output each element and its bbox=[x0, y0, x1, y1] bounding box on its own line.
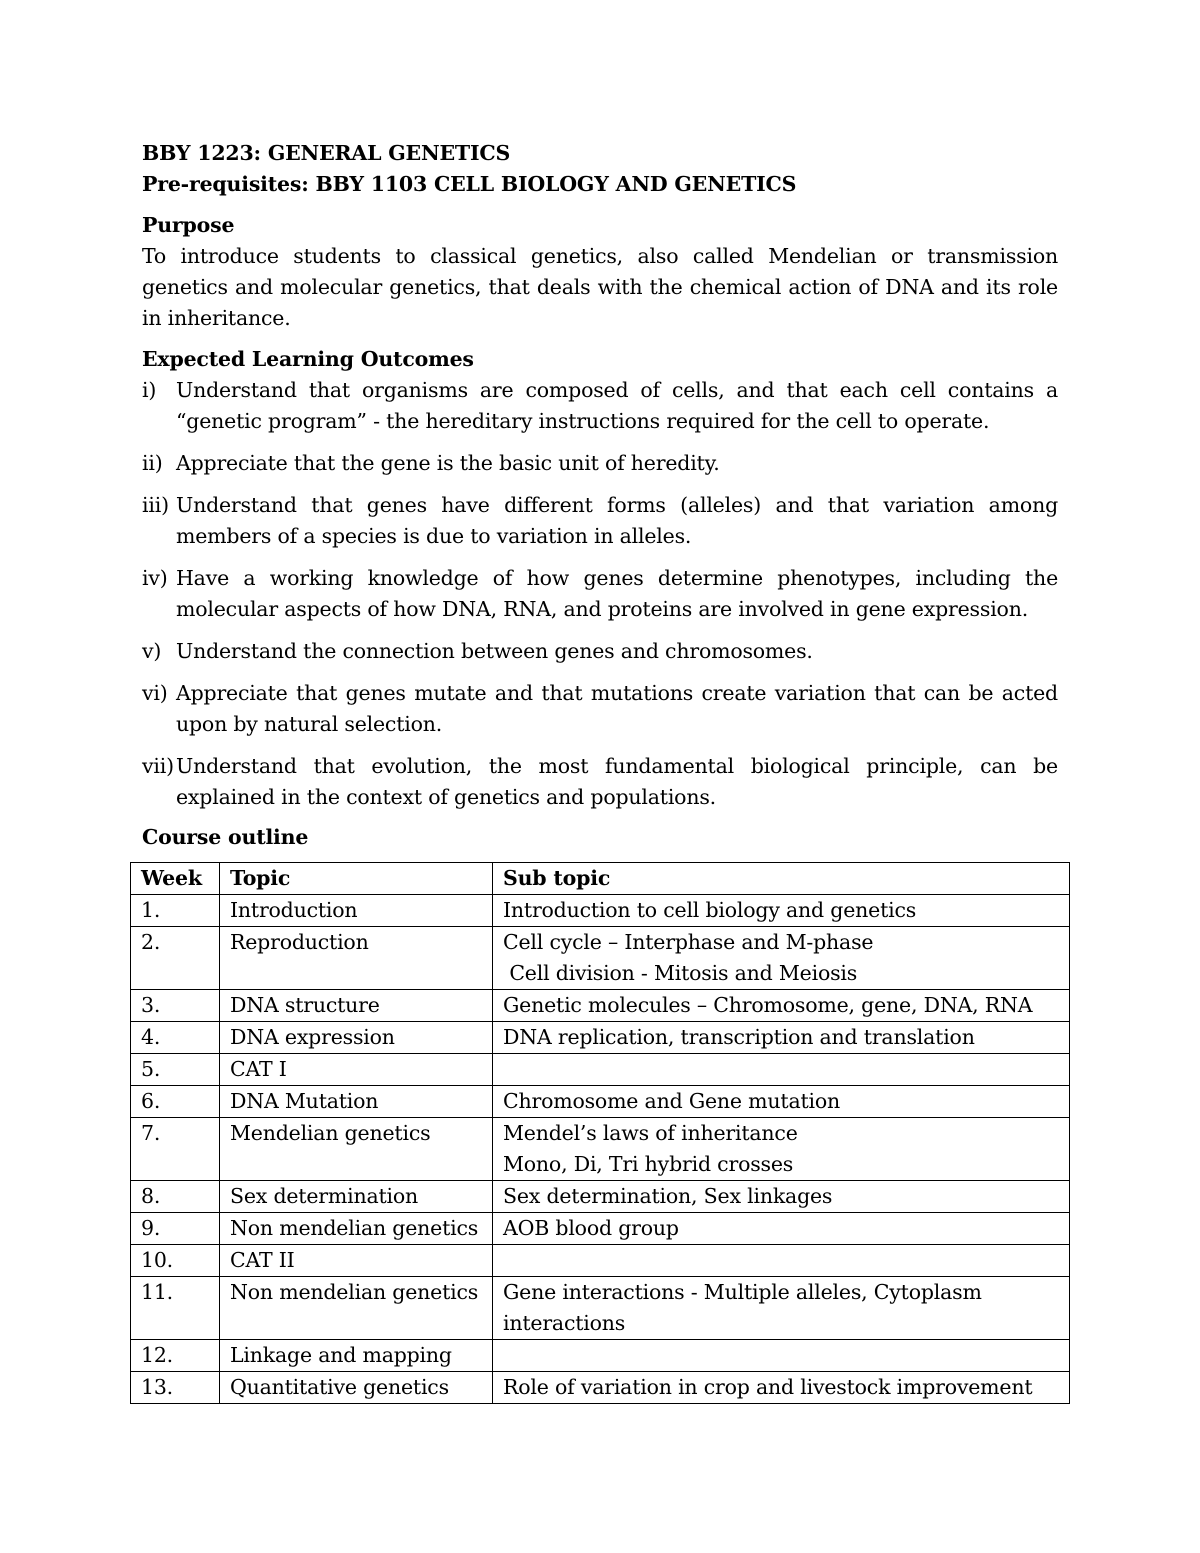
header-topic: Topic bbox=[220, 863, 493, 895]
header-week: Week bbox=[131, 863, 220, 895]
topic-cell: Sex determination bbox=[220, 1181, 493, 1213]
outcome-number: iv) bbox=[142, 566, 168, 590]
subtopic-cell bbox=[493, 1118, 1070, 1181]
week-cell: 7. bbox=[131, 1118, 220, 1181]
table-row bbox=[131, 1118, 1070, 1181]
week-cell: 8. bbox=[131, 1181, 220, 1213]
subtopic-cell bbox=[493, 1245, 1070, 1277]
topic-cell: Reproduction bbox=[220, 927, 493, 990]
subtopic-line: Introduction to cell biology and genetics bbox=[503, 898, 917, 922]
subtopic-line: Genetic molecules – Chromosome, gene, DNA, RNA bbox=[503, 993, 1033, 1017]
outcome-number: iii) bbox=[142, 493, 169, 517]
topic-cell: Introduction bbox=[220, 895, 493, 927]
table-row bbox=[131, 1245, 1070, 1277]
outcome-number: vii) bbox=[142, 754, 174, 778]
outcome-text: Understand that evolution, the most fundamental biological principle, can be explained in the context of genetics and populations. bbox=[176, 754, 1058, 809]
list-item bbox=[142, 490, 1058, 552]
subtopic-cell bbox=[493, 1181, 1070, 1213]
outcome-text: Appreciate that genes mutate and that mutations create variation that can be acted upon by natural selection. bbox=[176, 681, 1058, 736]
subtopic-cell bbox=[493, 1372, 1070, 1404]
subtopic-line: interactions bbox=[503, 1311, 626, 1335]
subtopic-line: AOB blood group bbox=[503, 1216, 679, 1240]
subtopic-cell bbox=[493, 1086, 1070, 1118]
table-row bbox=[131, 1181, 1070, 1213]
outcome-number: v) bbox=[142, 639, 162, 663]
list-item bbox=[142, 636, 1058, 667]
list-item bbox=[142, 448, 1058, 479]
course-outline-table bbox=[130, 862, 1070, 1404]
week-cell: 3. bbox=[131, 990, 220, 1022]
list-item bbox=[142, 678, 1058, 740]
subtopic-cell bbox=[493, 990, 1070, 1022]
week-cell: 4. bbox=[131, 1022, 220, 1054]
outcomes-list bbox=[142, 375, 1058, 813]
topic-cell: DNA Mutation bbox=[220, 1086, 493, 1118]
week-cell: 12. bbox=[131, 1340, 220, 1372]
list-item bbox=[142, 751, 1058, 813]
week-cell: 2. bbox=[131, 927, 220, 990]
subtopic-line: Cell division - Mitosis and Meiosis bbox=[503, 961, 858, 985]
prerequisites: Pre-requisites: BBY 1103 CELL BIOLOGY AND GENETICS bbox=[142, 172, 797, 196]
purpose-heading: Purpose bbox=[142, 213, 235, 237]
outcome-number: ii) bbox=[142, 451, 163, 475]
subtopic-line: Chromosome and Gene mutation bbox=[503, 1089, 841, 1113]
topic-cell: Non mendelian genetics bbox=[220, 1277, 493, 1340]
subtopic-line: DNA replication, transcription and translation bbox=[503, 1025, 975, 1049]
table-row bbox=[131, 895, 1070, 927]
week-cell: 13. bbox=[131, 1372, 220, 1404]
subtopic-line: Mono, Di, Tri hybrid crosses bbox=[503, 1152, 794, 1176]
subtopic-line: Role of variation in crop and livestock improvement bbox=[503, 1375, 1033, 1399]
table-row bbox=[131, 1022, 1070, 1054]
purpose-text: To introduce students to classical genetics, also called Mendelian or transmission genetics and molecular genetics, that deals with the chemical action of DNA and its role in inheritance. bbox=[142, 244, 1058, 330]
topic-cell: DNA expression bbox=[220, 1022, 493, 1054]
outcome-text: Appreciate that the gene is the basic unit of heredity. bbox=[176, 451, 720, 475]
subtopic-line: Gene interactions - Multiple alleles, Cytoplasm bbox=[503, 1280, 982, 1304]
table-row bbox=[131, 1372, 1070, 1404]
subtopic-cell bbox=[493, 895, 1070, 927]
week-cell: 6. bbox=[131, 1086, 220, 1118]
subtopic-line: Cell cycle – Interphase and M-phase bbox=[503, 930, 874, 954]
outcome-text: Understand that organisms are composed of cells, and that each cell contains a “genetic program” - the hereditary instructions required for the cell to operate. bbox=[176, 378, 1058, 433]
outline-heading: Course outline bbox=[142, 825, 309, 849]
topic-cell: Non mendelian genetics bbox=[220, 1213, 493, 1245]
week-cell: 1. bbox=[131, 895, 220, 927]
table-header-row bbox=[131, 863, 1070, 895]
week-cell: 10. bbox=[131, 1245, 220, 1277]
week-cell: 5. bbox=[131, 1054, 220, 1086]
subtopic-cell bbox=[493, 1022, 1070, 1054]
header-subtopic: Sub topic bbox=[493, 863, 1070, 895]
topic-cell-assessment: CAT II bbox=[220, 1245, 493, 1277]
table-row bbox=[131, 927, 1070, 990]
table-row bbox=[131, 1340, 1070, 1372]
table-row bbox=[131, 1086, 1070, 1118]
document-page bbox=[142, 138, 1058, 853]
week-cell: 9. bbox=[131, 1213, 220, 1245]
subtopic-line: Sex determination, Sex linkages bbox=[503, 1184, 833, 1208]
list-item bbox=[142, 375, 1058, 437]
topic-cell: Linkage and mapping bbox=[220, 1340, 493, 1372]
table-row bbox=[131, 1054, 1070, 1086]
subtopic-cell bbox=[493, 1054, 1070, 1086]
subtopic-cell bbox=[493, 927, 1070, 990]
outcomes-heading: Expected Learning Outcomes bbox=[142, 347, 474, 371]
subtopic-cell bbox=[493, 1340, 1070, 1372]
outcome-number: i) bbox=[142, 378, 157, 402]
subtopic-cell bbox=[493, 1277, 1070, 1340]
subtopic-cell bbox=[493, 1213, 1070, 1245]
subtopic-line: Mendel’s laws of inheritance bbox=[503, 1121, 798, 1145]
topic-cell: Mendelian genetics bbox=[220, 1118, 493, 1181]
topic-cell: DNA structure bbox=[220, 990, 493, 1022]
outcome-number: vi) bbox=[142, 681, 168, 705]
table-row bbox=[131, 1213, 1070, 1245]
table-row bbox=[131, 1277, 1070, 1340]
outcome-text: Have a working knowledge of how genes determine phenotypes, including the molecular aspects of how DNA, RNA, and proteins are involved in gene expression. bbox=[176, 566, 1058, 621]
list-item bbox=[142, 563, 1058, 625]
topic-cell-assessment: CAT I bbox=[220, 1054, 493, 1086]
outcome-text: Understand the connection between genes and chromosomes. bbox=[176, 639, 813, 663]
week-cell: 11. bbox=[131, 1277, 220, 1340]
course-title: BBY 1223: GENERAL GENETICS bbox=[142, 141, 511, 165]
topic-cell: Quantitative genetics bbox=[220, 1372, 493, 1404]
outcome-text: Understand that genes have different forms (alleles) and that variation among members of a species is due to variation in alleles. bbox=[176, 493, 1058, 548]
table-row bbox=[131, 990, 1070, 1022]
